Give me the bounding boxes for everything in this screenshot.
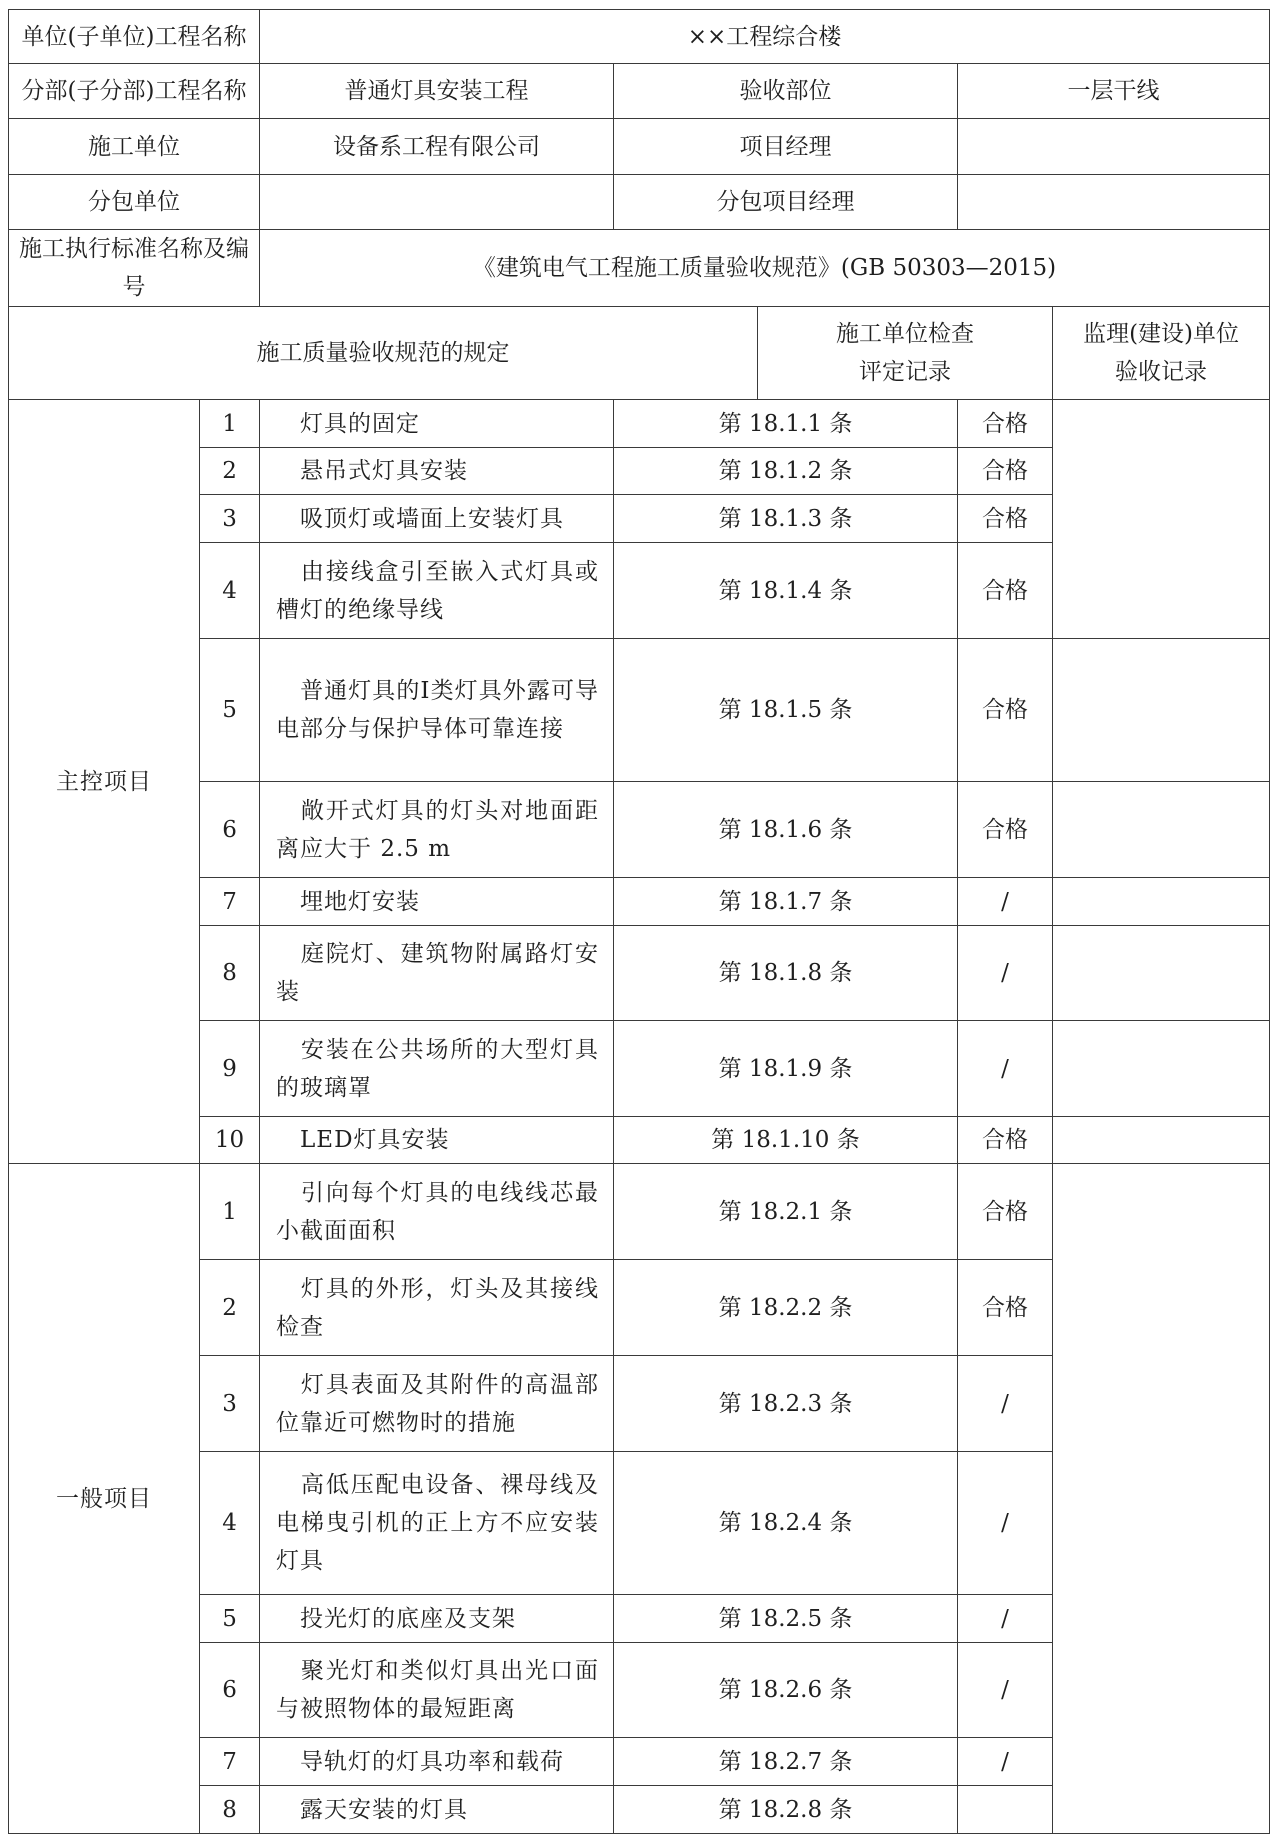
item-description: 吸顶灯或墙面上安装灯具: [260, 495, 614, 543]
item-description: 灯具表面及其附件的高温部位靠近可燃物时的措施: [260, 1356, 614, 1452]
supervisor-header-line2: 验收记录: [1115, 359, 1208, 385]
item-clause: 第 18.2.1 条: [614, 1164, 958, 1260]
supervisor-record: [1053, 1021, 1270, 1117]
supervisor-record: [1053, 1117, 1270, 1164]
unit-name-label: 单位(子单位)工程名称: [9, 10, 260, 64]
subcontractor-label: 分包单位: [9, 175, 260, 230]
item-result: [958, 1786, 1053, 1834]
item-clause: 第 18.2.5 条: [614, 1595, 958, 1643]
acceptance-part-value: 一层干线: [958, 64, 1270, 119]
division-name-value: 普通灯具安装工程: [260, 64, 614, 119]
item-result: 合格: [958, 782, 1053, 878]
item-number: 5: [200, 1595, 260, 1643]
item-result: /: [958, 878, 1053, 926]
spec-column-header: 施工质量验收规范的规定: [9, 307, 758, 400]
standard-value: 《建筑电气工程施工质量验收规范》(GB 50303—2015): [260, 230, 1270, 307]
project-manager-label: 项目经理: [614, 119, 958, 175]
item-number: 1: [200, 1164, 260, 1260]
item-result: 合格: [958, 495, 1053, 543]
contractor-check-column-header: [758, 307, 1053, 400]
item-number: 8: [200, 926, 260, 1021]
item-description: 普通灯具的Ⅰ类灯具外露可导电部分与保护导体可靠连接: [260, 639, 614, 782]
item-description: 悬吊式灯具安装: [260, 448, 614, 495]
item-number: 4: [200, 543, 260, 639]
item-number: 3: [200, 495, 260, 543]
item-clause: 第 18.1.2 条: [614, 448, 958, 495]
item-description: 敞开式灯具的灯头对地面距离应大于 2.5 m: [260, 782, 614, 878]
item-number: 3: [200, 1356, 260, 1452]
header-row-subcontractor: [9, 175, 1270, 230]
item-result: /: [958, 1452, 1053, 1595]
item-result: 合格: [958, 1164, 1053, 1260]
item-description: 引向每个灯具的电线线芯最小截面面积: [260, 1164, 614, 1260]
item-result: /: [958, 1356, 1053, 1452]
header-row-contractor: [9, 119, 1270, 175]
item-clause: 第 18.2.3 条: [614, 1356, 958, 1452]
contractor-check-header-line2: 评定记录: [859, 359, 952, 385]
item-number: 7: [200, 1738, 260, 1786]
contractor-label: 施工单位: [9, 119, 260, 175]
supervisor-record: [1053, 782, 1270, 878]
table-row: [9, 1164, 1270, 1260]
supervisor-record: [1053, 1164, 1270, 1834]
contractor-value: 设备系工程有限公司: [260, 119, 614, 175]
standard-label: 施工执行标准名称及编号: [9, 230, 260, 307]
item-clause: 第 18.1.5 条: [614, 639, 958, 782]
item-number: 2: [200, 448, 260, 495]
item-clause: 第 18.2.2 条: [614, 1260, 958, 1356]
unit-name-value: ××工程综合楼: [260, 10, 1270, 64]
item-number: 4: [200, 1452, 260, 1595]
item-result: /: [958, 1595, 1053, 1643]
supervisor-record: [1053, 878, 1270, 926]
item-result: /: [958, 1738, 1053, 1786]
division-name-label: 分部(子分部)工程名称: [9, 64, 260, 119]
item-number: 5: [200, 639, 260, 782]
item-number: 7: [200, 878, 260, 926]
item-result: 合格: [958, 1117, 1053, 1164]
item-clause: 第 18.1.8 条: [614, 926, 958, 1021]
item-description: 聚光灯和类似灯具出光口面与被照物体的最短距离: [260, 1643, 614, 1738]
main-items-category: 主控项目: [9, 400, 200, 1164]
inspection-table: [8, 9, 1270, 1834]
item-number: 6: [200, 1643, 260, 1738]
item-result: 合格: [958, 400, 1053, 448]
item-result: 合格: [958, 1260, 1053, 1356]
item-clause: 第 18.1.6 条: [614, 782, 958, 878]
contractor-check-header-line1: 施工单位检查: [836, 321, 975, 347]
item-number: 2: [200, 1260, 260, 1356]
sub-project-manager-value: [958, 175, 1270, 230]
subcontractor-value: [260, 175, 614, 230]
item-description: 高低压配电设备、裸母线及电梯曳引机的正上方不应安装灯具: [260, 1452, 614, 1595]
item-clause: 第 18.1.3 条: [614, 495, 958, 543]
acceptance-part-label: 验收部位: [614, 64, 958, 119]
item-description: 露天安装的灯具: [260, 1786, 614, 1834]
project-manager-value: [958, 119, 1270, 175]
item-description: 埋地灯安装: [260, 878, 614, 926]
item-clause: 第 18.1.4 条: [614, 543, 958, 639]
item-result: /: [958, 1643, 1053, 1738]
item-clause: 第 18.2.4 条: [614, 1452, 958, 1595]
item-clause: 第 18.1.7 条: [614, 878, 958, 926]
item-number: 6: [200, 782, 260, 878]
item-clause: 第 18.2.7 条: [614, 1738, 958, 1786]
item-description: 灯具的外形，灯头及其接线检查: [260, 1260, 614, 1356]
item-result: /: [958, 1021, 1053, 1117]
supervisor-column-header: [1053, 307, 1270, 400]
item-clause: 第 18.2.6 条: [614, 1643, 958, 1738]
sub-project-manager-label: 分包项目经理: [614, 175, 958, 230]
item-clause: 第 18.1.1 条: [614, 400, 958, 448]
general-items-category: 一般项目: [9, 1164, 200, 1834]
item-description: 由接线盒引至嵌入式灯具或槽灯的绝缘导线: [260, 543, 614, 639]
supervisor-record: [1053, 400, 1270, 639]
supervisor-header-line1: 监理(建设)单位: [1083, 321, 1240, 347]
item-description: 投光灯的底座及支架: [260, 1595, 614, 1643]
item-clause: 第 18.2.8 条: [614, 1786, 958, 1834]
item-number: 10: [200, 1117, 260, 1164]
item-description: 导轨灯的灯具功率和载荷: [260, 1738, 614, 1786]
item-result: 合格: [958, 543, 1053, 639]
item-result: 合格: [958, 639, 1053, 782]
item-description: 灯具的固定: [260, 400, 614, 448]
item-result: /: [958, 926, 1053, 1021]
header-row-unit: [9, 10, 1270, 64]
item-description: 安装在公共场所的大型灯具的玻璃罩: [260, 1021, 614, 1117]
item-number: 1: [200, 400, 260, 448]
item-clause: 第 18.1.9 条: [614, 1021, 958, 1117]
column-header-row: [9, 307, 1270, 400]
item-description: 庭院灯、建筑物附属路灯安装: [260, 926, 614, 1021]
item-number: 9: [200, 1021, 260, 1117]
header-row-division: [9, 64, 1270, 119]
item-number: 8: [200, 1786, 260, 1834]
supervisor-record: [1053, 639, 1270, 782]
table-row: [9, 400, 1270, 448]
item-result: 合格: [958, 448, 1053, 495]
item-clause: 第 18.1.10 条: [614, 1117, 958, 1164]
supervisor-record: [1053, 926, 1270, 1021]
header-row-standard: [9, 230, 1270, 307]
item-description: LED灯具安装: [260, 1117, 614, 1164]
